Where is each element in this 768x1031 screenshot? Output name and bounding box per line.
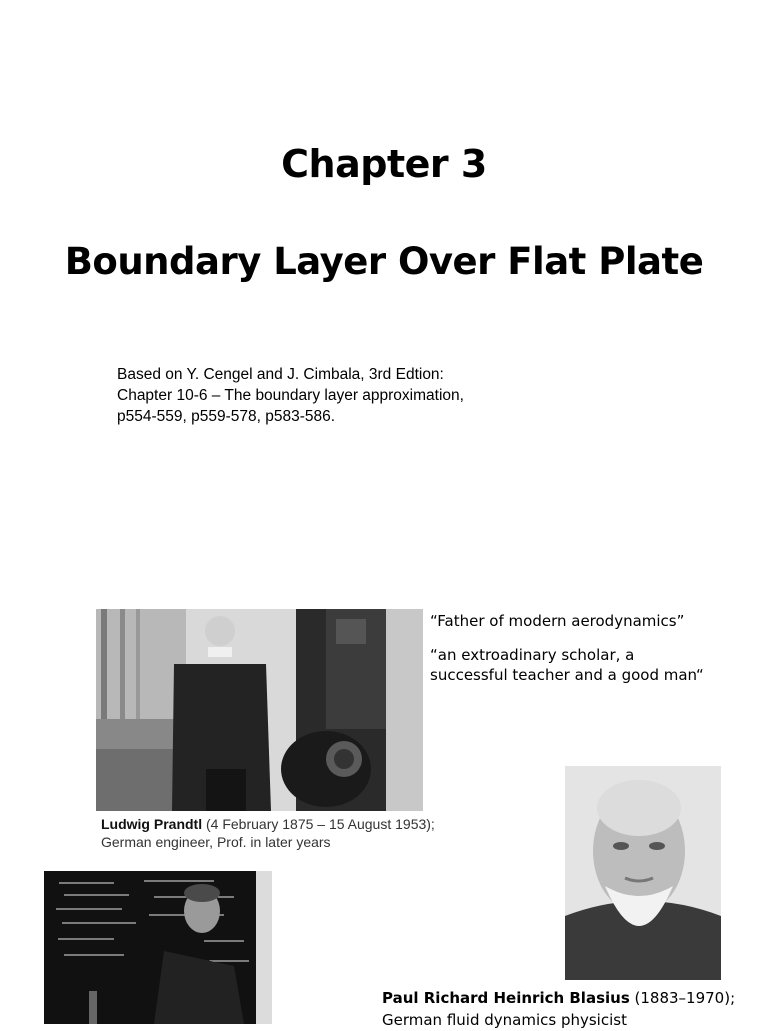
prandtl-description: German engineer, Prof. in later years (101, 834, 331, 850)
reference-line: Based on Y. Cengel and J. Cimbala, 3rd Edtion: (117, 366, 444, 383)
prandtl-dates: (4 February 1875 – 15 August 1953); (202, 816, 435, 832)
quote-scholar (430, 645, 704, 685)
blasius-dates: (1883–1970); (629, 989, 736, 1007)
slide-title: Boundary Layer Over Flat Plate (64, 240, 704, 283)
reference-line: p554-559, p559-578, p583-586. (117, 408, 336, 425)
chapter-title: Chapter 3 (281, 142, 487, 186)
prandtl-caption (101, 815, 435, 851)
quote-line: successful teacher and a good man“ (430, 666, 704, 684)
blackboard-photo (44, 871, 272, 1024)
quote-line: “an extroadinary scholar, a (430, 646, 635, 664)
blasius-description: German fluid dynamics physicist (382, 1011, 627, 1029)
blasius-name: Paul Richard Heinrich Blasius (382, 989, 630, 1007)
prandtl-photo (96, 609, 423, 811)
reference-text (117, 364, 537, 427)
blasius-photo (565, 766, 721, 980)
quote-father-aerodynamics: “Father of modern aerodynamics” (430, 612, 685, 630)
blasius-caption (382, 987, 735, 1031)
prandtl-name: Ludwig Prandtl (101, 816, 203, 832)
reference-line: Chapter 10-6 – The boundary layer approximation, (117, 387, 464, 404)
